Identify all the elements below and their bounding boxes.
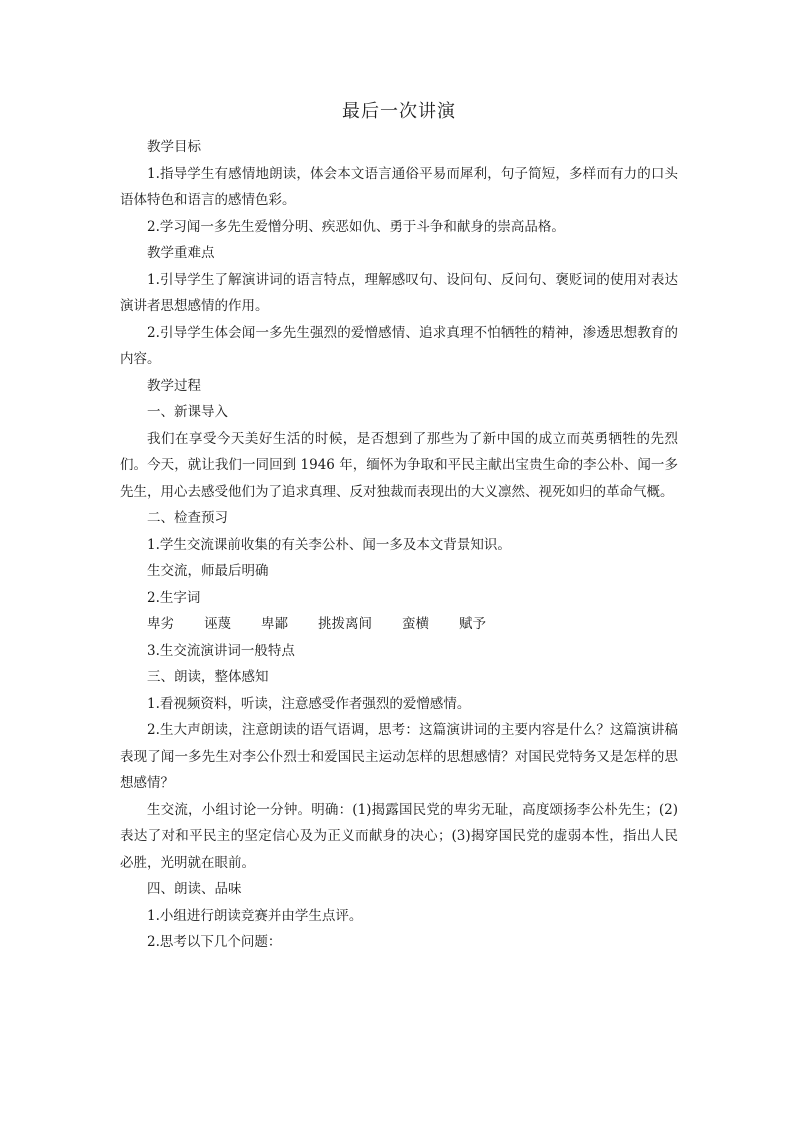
step-heading-intro: 一、新课导入 (147, 404, 228, 420)
vocab-word: 赋予 (459, 616, 486, 632)
vocab-list (120, 611, 678, 638)
document-body (120, 100, 678, 956)
step-heading-preview: 二、检查预习 (147, 510, 228, 526)
key-point-2: 2.引导学生体会闻一多先生强烈的爱憎感情、追求真理不怕牺牲的精神，渗透思想教育的内容。 (120, 324, 678, 367)
document-title: 最后一次讲演 (342, 101, 456, 122)
step-heading-savor: 四、朗读、品味 (147, 881, 242, 897)
reading-item-1: 1.看视频资料，听读，注意感受作者强烈的爱憎感情。 (147, 695, 471, 712)
section-heading-process: 教学过程 (147, 377, 201, 394)
preview-item-1: 1.学生交流课前收集的有关李公朴、闻一多及本文背景知识。 (147, 536, 511, 553)
objective-2: 2.学习闻一多先生爱憎分明、疾恶如仇、勇于斗争和献身的崇高品格。 (147, 218, 565, 235)
reading-discussion: 生交流，小组讨论一分钟。明确：(1)揭露国民党的卑劣无耻，高度颂扬李公朴先生；(2)表达了对和平民主的坚定信心及为正义而献身的决心；(3)揭穿国民党的虚弱本性，指出人民必胜，光明就在眼前。 (120, 801, 678, 871)
vocab-word: 卑劣 (147, 616, 174, 632)
preview-item-3: 3.生交流演讲词一般特点 (147, 642, 295, 659)
section-heading-key-points: 教学重难点 (147, 245, 215, 261)
step-heading-reading: 三、朗读，整体感知 (147, 669, 269, 685)
vocab-word: 卑鄙 (261, 616, 288, 632)
preview-item-2: 2.生字词 (147, 589, 201, 606)
preview-note: 生交流，师最后明确 (147, 563, 269, 579)
objective-1: 1.指导学生有感情地朗读，体会本文语言通俗平易而犀利，句子简短，多样而有力的口头语体特色和语言的感情色彩。 (120, 165, 678, 208)
section-heading-objectives: 教学目标 (147, 139, 201, 155)
savor-item-2: 2.思考以下几个问题： (147, 934, 282, 950)
savor-item-1: 1.小组进行朗读竞赛并由学生点评。 (147, 907, 363, 924)
vocab-word: 挑拨离间 (318, 616, 372, 632)
vocab-word: 蛮横 (402, 616, 429, 632)
vocab-word: 诬蔑 (204, 616, 231, 632)
key-point-1: 1.引导学生了解演讲词的语言特点，理解感叹句、设问句、反问句、褒贬词的使用对表达演讲者思想感情的作用。 (120, 271, 678, 314)
intro-paragraph: 我们在享受今天美好生活的时候，是否想到了那些为了新中国的成立而英勇牺牲的先烈们。今天，就让我们一同回到 1946 年，缅怀为争取和平民主献出宝贵生命的李公朴、闻一多先生，用心去感受他们为了追求真理、反对独裁而表现出的大义凛然、视死如归的革命气概。 (120, 430, 678, 500)
reading-item-2: 2.生大声朗读，注意朗读的语气语调，思考：这篇演讲词的主要内容是什么？这篇演讲稿表现了闻一多先生对李公仆烈士和爱国民主运动怎样的思想感情？对国民党特务又是怎样的思想感情？ (120, 722, 678, 791)
